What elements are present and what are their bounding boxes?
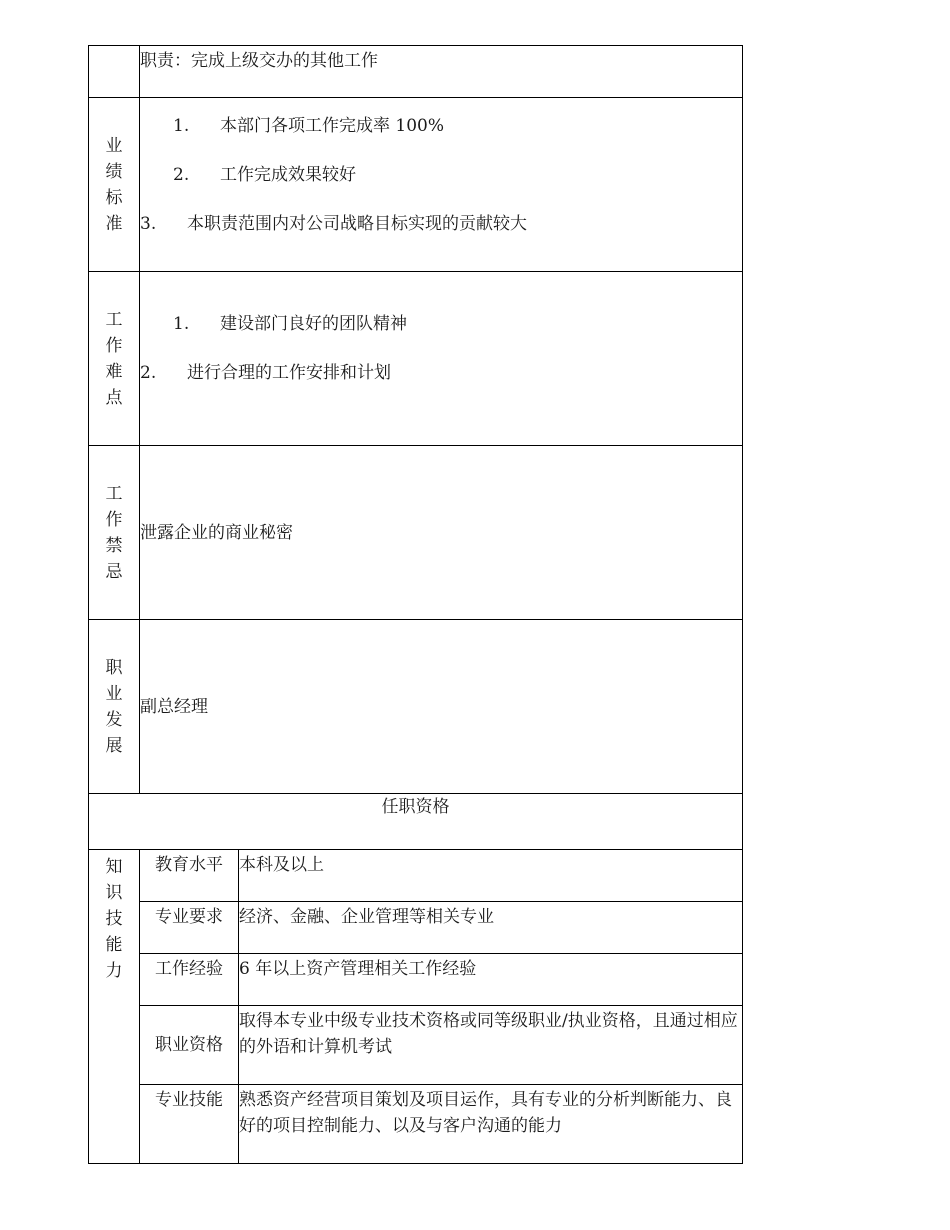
list-item: 2. 进行合理的工作安排和计划	[140, 363, 391, 383]
career-row	[89, 620, 743, 794]
experience-key: 工作经验	[140, 954, 239, 1006]
difficulties-row	[89, 272, 743, 446]
list-item: 2. 工作完成效果较好	[173, 165, 356, 185]
taboos-label: 工 作 禁 忌	[89, 446, 140, 620]
certification-key: 职业资格	[140, 1006, 239, 1085]
skills-value: 熟悉资产经营项目策划及项目运作，具有专业的分析判断能力、良好的项目控制能力、以及与客户沟通的能力	[239, 1090, 732, 1136]
taboos-content	[140, 446, 743, 620]
experience-value: 6 年以上资产管理相关工作经验	[239, 954, 743, 1006]
qualifications-table	[140, 850, 742, 1163]
major-key: 专业要求	[140, 902, 239, 954]
education-key: 教育水平	[140, 850, 239, 902]
difficulties-list	[140, 272, 742, 407]
difficulties-content	[140, 272, 743, 446]
taboos-text: 泄露企业的商业秘密	[140, 522, 293, 543]
career-label: 职 业 发 展	[89, 620, 140, 794]
table-row	[140, 850, 742, 902]
education-value: 本科及以上	[239, 850, 743, 902]
taboos-row	[89, 446, 743, 620]
performance-list	[140, 98, 742, 258]
qualifications-content	[140, 850, 743, 1164]
qualifications-title: 任职资格	[89, 794, 743, 850]
duty-cell	[140, 46, 743, 98]
list-item: 1. 建设部门良好的团队精神	[173, 314, 407, 334]
career-content	[140, 620, 743, 794]
qualifications-header-row	[89, 794, 743, 850]
job-description-table	[88, 45, 743, 1164]
career-text: 副总经理	[140, 696, 208, 717]
duty-label-cell	[89, 46, 140, 98]
difficulties-label: 工 作 难 点	[89, 272, 140, 446]
duty-text: 职责：完成上级交办的其他工作	[140, 51, 378, 71]
performance-row	[89, 98, 743, 272]
list-item: 1. 本部门各项工作完成率 100%	[173, 116, 445, 136]
performance-content	[140, 98, 743, 272]
table-row	[140, 1085, 742, 1164]
qualifications-label: 知 识 技 能 力	[89, 850, 140, 1164]
certification-value: 取得本专业中级专业技术资格或同等级职业/执业资格，且通过相应的外语和计算机考试	[239, 1006, 743, 1085]
duty-row	[89, 46, 743, 98]
list-item: 3. 本职责范围内对公司战略目标实现的贡献较大	[140, 214, 527, 234]
performance-label: 业 绩 标 准	[89, 98, 140, 272]
table-row	[140, 954, 742, 1006]
major-value: 经济、金融、企业管理等相关专业	[239, 902, 743, 954]
skills-key: 专业技能	[140, 1085, 239, 1164]
qualifications-row	[89, 850, 743, 1164]
table-row	[140, 1006, 742, 1085]
table-row	[140, 902, 742, 954]
